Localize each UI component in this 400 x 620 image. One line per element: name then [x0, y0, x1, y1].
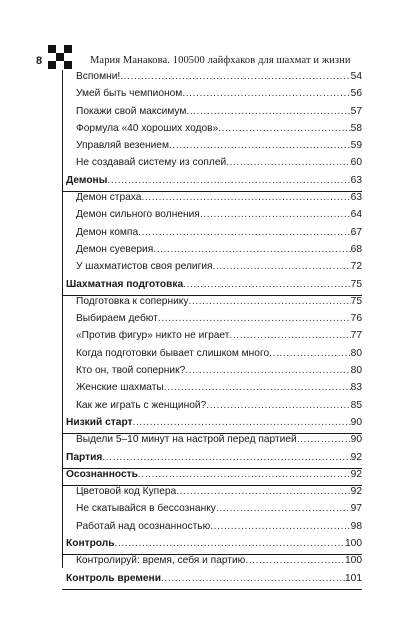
- toc-entry-page: 57: [350, 105, 362, 117]
- toc-subsection-entry: [62, 261, 362, 278]
- page-number: 8: [36, 55, 43, 67]
- toc-leader-dots: [138, 469, 351, 480]
- toc-leader-dots: [297, 434, 351, 445]
- toc-leader-dots: [210, 521, 350, 532]
- toc-subsection-entry: [62, 434, 362, 451]
- toc-leader-dots: [169, 140, 351, 151]
- toc-leader-dots: [188, 296, 350, 307]
- toc-entry-title: Управляй везением: [76, 140, 169, 152]
- toc-entry-page: 64: [350, 209, 362, 221]
- toc-subsection-entry: [62, 106, 362, 123]
- toc-entry-page: 77: [350, 330, 362, 342]
- toc-leader-dots: [185, 365, 350, 376]
- toc-entry-title: Кто он, твой соперник?: [76, 365, 186, 377]
- table-of-contents: [62, 71, 362, 590]
- toc-entry-page: 92: [350, 468, 362, 480]
- toc-section-entry: [62, 573, 362, 590]
- toc-leader-dots: [107, 175, 350, 186]
- toc-leader-dots: [269, 348, 351, 359]
- toc-entry-title: Выбираем дебют: [76, 313, 158, 325]
- toc-leader-dots: [206, 400, 350, 411]
- toc-entry-page: 98: [350, 520, 362, 532]
- toc-section-entry: [62, 469, 362, 486]
- toc-leader-dots: [245, 555, 345, 566]
- toc-entry-page: 90: [350, 434, 362, 446]
- toc-subsection-entry: [62, 296, 362, 313]
- toc-subsection-entry: [62, 88, 362, 105]
- toc-leader-dots: [183, 279, 351, 290]
- toc-entry-page: 85: [350, 399, 362, 411]
- toc-leader-dots: [164, 382, 351, 393]
- section-rule: [62, 468, 362, 469]
- toc-leader-dots: [216, 503, 351, 514]
- toc-entry-page: 97: [350, 503, 362, 515]
- toc-subsection-entry: [62, 521, 362, 538]
- toc-leader-dots: [153, 244, 350, 255]
- toc-entry-title: Контролируй: время, себя и партию: [76, 555, 246, 567]
- toc-subsection-entry: [62, 313, 362, 330]
- toc-entry-page: 92: [350, 451, 362, 463]
- checkerboard-icon: [48, 45, 73, 70]
- toc-entry-page: 75: [350, 278, 362, 290]
- toc-subsection-entry: [62, 503, 362, 520]
- toc-leader-dots: [182, 88, 350, 99]
- toc-entry-page: 101: [345, 572, 362, 584]
- toc-entry-title: Демон суеверия: [76, 243, 154, 255]
- toc-subsection-entry: [62, 365, 362, 382]
- toc-entry-title: «Против фигур» никто не играет: [76, 330, 230, 342]
- toc-leader-dots: [161, 573, 345, 584]
- toc-entry-title: Когда подготовки бывает слишком много: [76, 347, 270, 359]
- toc-entry-title: Контроль времени: [66, 572, 161, 584]
- toc-entry-title: Умей быть чемпионом: [76, 88, 183, 100]
- toc-subsection-entry: [62, 382, 362, 399]
- toc-subsection-entry: [62, 227, 362, 244]
- toc-leader-dots: [186, 106, 350, 117]
- toc-subsection-entry: [62, 244, 362, 261]
- toc-leader-dots: [138, 227, 351, 238]
- toc-entry-title: Демоны: [66, 174, 108, 186]
- toc-subsection-entry: [62, 71, 362, 88]
- toc-entry-page: 63: [350, 192, 362, 204]
- toc-leader-dots: [141, 192, 350, 203]
- toc-entry-page: 76: [350, 313, 362, 325]
- toc-leader-dots: [133, 417, 351, 428]
- toc-subsection-entry: [62, 486, 362, 503]
- toc-leader-dots: [158, 313, 351, 324]
- toc-entry-page: 72: [350, 261, 362, 273]
- section-rule: [62, 485, 362, 486]
- toc-leader-dots: [115, 538, 345, 549]
- toc-entry-title: Подготовка к сопернику: [76, 295, 189, 307]
- toc-subsection-entry: [62, 123, 362, 140]
- toc-entry-title: Как же играть с женщиной?: [76, 399, 207, 411]
- toc-entry-title: Осознанность: [66, 468, 138, 480]
- toc-section-entry: [62, 279, 362, 296]
- section-rule: [62, 554, 362, 555]
- toc-entry-page: 59: [350, 140, 362, 152]
- toc-entry-title: Шахматная подготовка: [66, 278, 184, 290]
- toc-entry-page: 75: [350, 295, 362, 307]
- toc-leader-dots: [213, 261, 351, 272]
- toc-entry-title: Низкий старт: [66, 416, 133, 428]
- toc-section-entry: [62, 417, 362, 434]
- toc-entry-title: Не создавай систему из соплей: [76, 157, 227, 169]
- toc-leader-dots: [120, 71, 350, 82]
- toc-entry-page: 54: [350, 71, 362, 82]
- toc-entry-page: 90: [350, 416, 362, 428]
- toc-entry-title: Цветовой код Купера: [76, 486, 177, 498]
- section-rule: [62, 191, 362, 192]
- section-rule: [62, 295, 362, 296]
- toc-entry-title: Женские шахматы: [76, 382, 164, 394]
- toc-leader-dots: [200, 209, 351, 220]
- toc-entry-page: 58: [350, 122, 362, 134]
- toc-leader-dots: [229, 330, 350, 341]
- toc-entry-page: 60: [350, 157, 362, 169]
- toc-leader-dots: [218, 123, 350, 134]
- toc-leader-dots: [176, 486, 350, 497]
- toc-entry-title: Демон страха: [76, 192, 142, 204]
- toc-section-entry: [62, 175, 362, 192]
- toc-subsection-entry: [62, 140, 362, 157]
- toc-leader-dots: [102, 452, 350, 463]
- toc-subsection-entry: [62, 400, 362, 417]
- toc-entry-title: Демон сильного волнения: [76, 209, 200, 221]
- toc-entry-title: Выдели 5–10 минут на настрой перед партией: [76, 434, 297, 446]
- toc-entry-page: 83: [350, 382, 362, 394]
- toc-entry-page: 100: [345, 538, 362, 550]
- toc-entry-title: У шахматистов своя религия: [76, 261, 213, 273]
- toc-subsection-entry: [62, 330, 362, 347]
- section-rule: [62, 433, 362, 434]
- toc-entry-page: 80: [350, 365, 362, 377]
- toc-subsection-entry: [62, 209, 362, 226]
- toc-leader-dots: [226, 157, 350, 168]
- toc-entry-page: 80: [350, 347, 362, 359]
- toc-entry-page: 100: [345, 555, 362, 567]
- toc-subsection-entry: [62, 192, 362, 209]
- toc-entry-page: 63: [350, 174, 362, 186]
- toc-section-entry: [62, 452, 362, 469]
- toc-entry-title: Покажи свой максимум: [76, 105, 187, 117]
- toc-entry-title: Контроль: [66, 538, 115, 550]
- toc-subsection-entry: [62, 555, 362, 572]
- toc-section-entry: [62, 538, 362, 555]
- toc-entry-title: Партия: [66, 451, 103, 463]
- toc-entry-title: Не скатывайся в бессознанку: [76, 503, 216, 515]
- running-header: Мария Манакова. 100500 лайфхаков для шахмат и жизни: [90, 55, 351, 66]
- toc-entry-title: Демон компа: [76, 226, 139, 238]
- toc-entry-page: 92: [350, 486, 362, 498]
- toc-entry-page: 68: [350, 243, 362, 255]
- toc-entry-page: 56: [350, 88, 362, 100]
- toc-entry-title: Работай над осознанностью: [76, 520, 211, 532]
- toc-subsection-entry: [62, 348, 362, 365]
- toc-subsection-entry: [62, 157, 362, 174]
- toc-entry-title: Вспомни!: [76, 71, 121, 82]
- section-rule: [62, 589, 362, 590]
- toc-entry-title: Формула «40 хороших ходов»: [76, 122, 219, 134]
- toc-entry-page: 67: [350, 226, 362, 238]
